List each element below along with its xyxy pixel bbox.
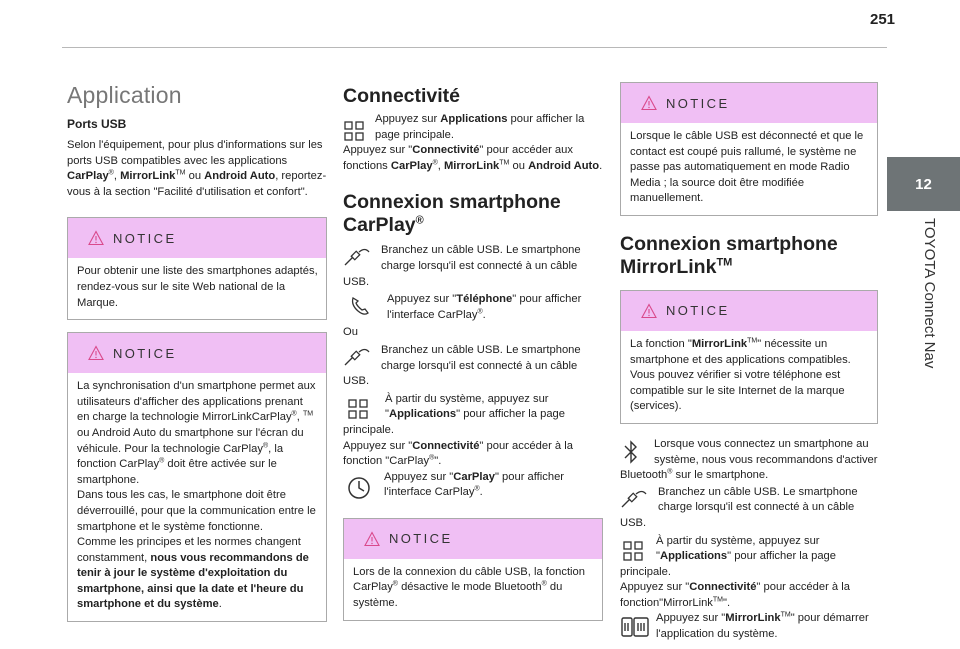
step-mirrorlink: Appuyez sur "MirrorLink™" pour démarrer l'application du système. [620, 611, 878, 642]
apps-grid-icon [343, 120, 365, 142]
carplay-icon [347, 476, 371, 500]
heading-carplay: Connexion smartphone CarPlay® [343, 191, 561, 237]
step-carplay: Appuyez sur "CarPlay" pour afficher l'interface CarPlay®. [343, 470, 603, 501]
notice-header: NOTICE [621, 83, 877, 123]
notice-header: NOTICE [68, 218, 326, 258]
notice-text: Comme les principes et les normes changent constamment, nous vous recommandons de tenir à jour le système d'exploitation du smartphone, ainsi que la date et l'heure du smartphone et du système. [77, 536, 309, 611]
step-applications: À partir du système, appuyez sur "Applications" pour afficher la page principale. Appuyez sur "Connectivité" pour accéder à la fonction "CarPlay®". [343, 392, 573, 468]
usb-cable-icon [620, 490, 648, 510]
step-telephone: Appuyez sur "Téléphone" pour afficher l'interface CarPlay®. [343, 292, 603, 323]
subheading-usb-ports: Ports USB [67, 117, 127, 131]
heading-mirrorlink: Connexion smartphone MirrorLink™ [620, 232, 838, 278]
chapter-title: TOYOTA Connect Nav [921, 218, 938, 369]
warning-triangle-icon [88, 230, 104, 246]
step-applications: À partir du système, appuyez sur "Applications" pour afficher la page principale. Appuyez sur "Connectivité" pour accéder à la fonction"MirrorLink™". [620, 534, 850, 609]
warning-triangle-icon [364, 531, 380, 547]
section-title-application: Application [67, 82, 182, 108]
notice-text: Lors de la connexion du câble USB, la fonction CarPlay® désactive le mode Bluetooth® du système. [353, 565, 585, 610]
notice-header: NOTICE [621, 291, 877, 331]
step-usb-cable: Branchez un câble USB. Le smartphone charge lorsqu'il est connecté à un câble USB. [343, 244, 581, 288]
warning-triangle-icon [641, 303, 657, 319]
or-separator: Ou [343, 326, 358, 339]
usb-cable-icon [343, 348, 371, 368]
bluetooth-icon [620, 439, 642, 465]
column-1 [67, 82, 327, 622]
notice-box-smartphones [67, 217, 327, 320]
mirrorlink-icon [620, 615, 650, 639]
intro-paragraph: Selon l'équipement, pour plus d'informations sur les ports USB compatibles avec les applications CarPlay®, MirrorLink™ ou Android Auto, reportez-vous à la section "Facilité d'utilisation et confort". [67, 139, 327, 198]
step-applications: Appuyez sur Applications pour afficher la page principale. Appuyez sur "Connectivité" pour accéder aux fonctions CarPlay®, MirrorLink™ ou Android Auto. [343, 113, 603, 172]
column-3 [620, 82, 878, 643]
warning-triangle-icon [641, 95, 657, 111]
notice-box-bluetooth [343, 518, 603, 621]
notice-header: NOTICE [344, 519, 602, 559]
column-2 [343, 85, 603, 621]
chapter-tab[interactable]: 12 [887, 157, 960, 211]
notice-text: Lorsque le câble USB est déconnecté et que le contact est coupé puis rallumé, le système ne passe pas automatiquement en mode Radio Media ; la source doit être modifiée manuellement. [630, 130, 864, 205]
heading-connectivite: Connectivité [343, 85, 461, 107]
notice-box-synchronisation [67, 332, 327, 622]
notice-text: Dans tous les cas, le smartphone doit être déverrouillé, pour que la communication entre le smartphone et le système fonctionne. [77, 489, 316, 533]
notice-text: La synchronisation d'un smartphone permet aux utilisateurs d'afficher des applications prenant en charge la technologie MirrorLinkCarPlay®, ™ ou Android Auto du smartphone sur l'écran du véhicule. Pour la technologie CarPlay®, la fonction CarPlay® doit être activée sur le smartphone. [77, 380, 316, 486]
notice-box-usb-disconnect [620, 82, 878, 216]
notice-box-mirrorlink [620, 290, 878, 424]
usb-cable-icon [343, 248, 371, 268]
step-usb-cable: Branchez un câble USB. Le smartphone charge lorsqu'il est connecté à un câble USB. [343, 343, 581, 388]
phone-icon [349, 295, 371, 317]
notice-text: La fonction "MirrorLink™" nécessite un smartphone et des applications compatibles. [630, 337, 851, 366]
header-rule [62, 47, 887, 48]
apps-grid-icon [622, 540, 644, 562]
page-number: 251 [870, 11, 896, 28]
warning-triangle-icon [88, 345, 104, 361]
notice-text: Vous pouvez vérifier si votre téléphone est compatible sur le site Internet de la marque (services). [630, 369, 845, 413]
notice-header: NOTICE [68, 333, 326, 373]
apps-grid-icon [347, 398, 369, 420]
step-bluetooth: Lorsque vous connectez un smartphone au système, nous vous recommandons d'activer Bluetooth® sur le smartphone. [620, 437, 878, 482]
step-usb-cable: Branchez un câble USB. Le smartphone charge lorsqu'il est connecté à un câble USB. [620, 485, 858, 529]
notice-text: Pour obtenir une liste des smartphones adaptés, rendez-vous sur le site Web national de la Marque. [77, 265, 318, 309]
